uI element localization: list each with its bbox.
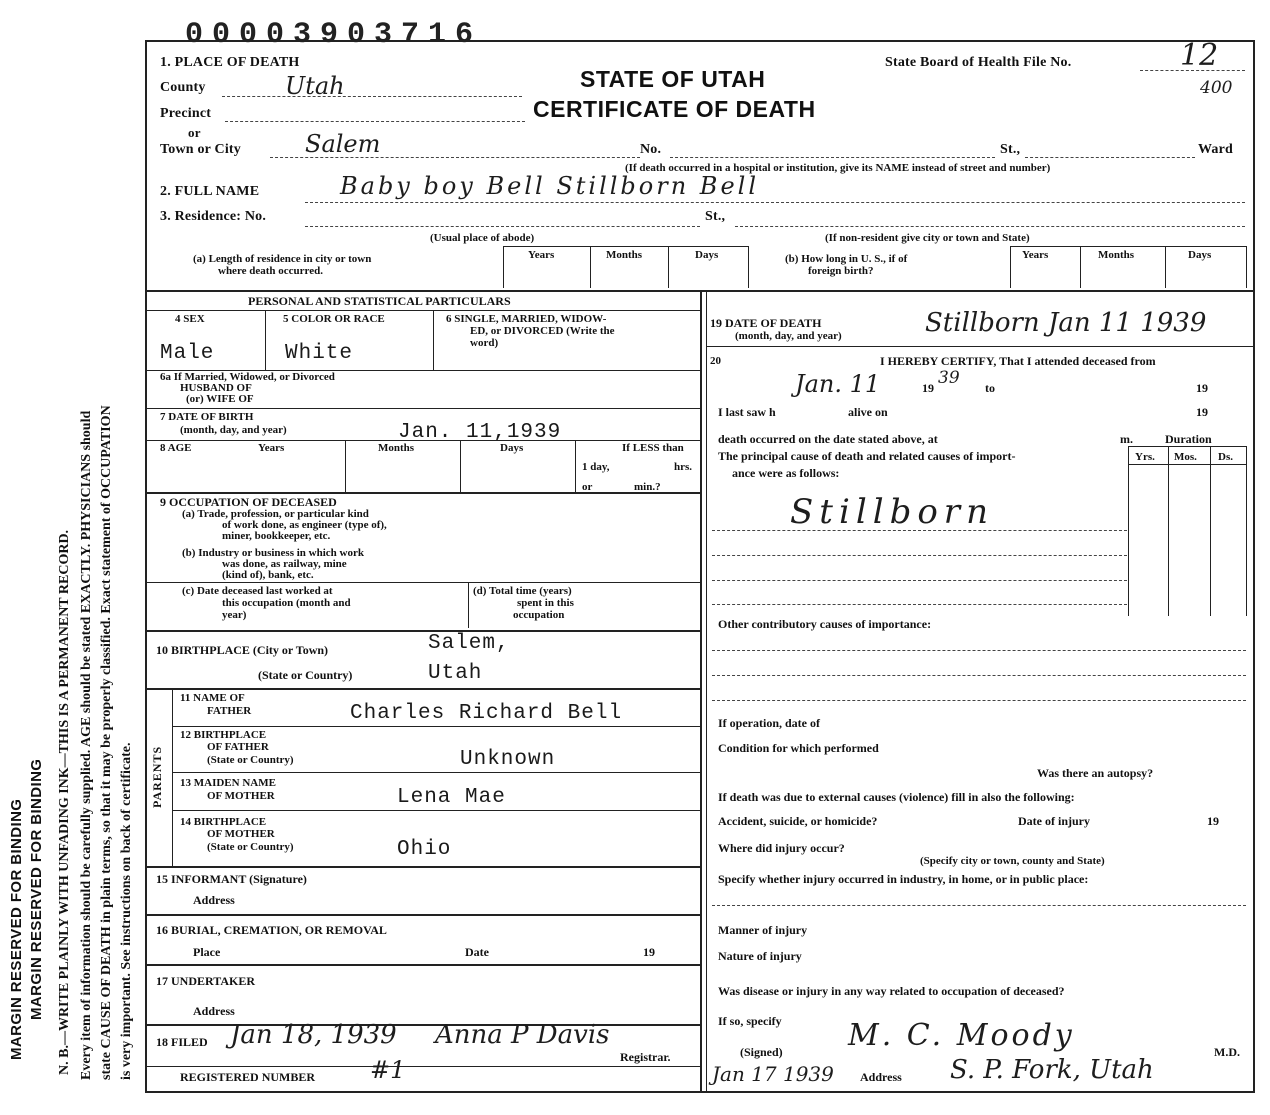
occ-a3: miner, bookkeeper, etc. [222,530,331,542]
last-saw-label: I last saw h [718,405,776,419]
signed-date: Jan 17 1939 [712,1062,834,1086]
other-causes-label: Other contributory causes of importance: [718,617,932,631]
birthplace-state: Utah [428,662,483,685]
cause-value: Stillborn [790,492,994,532]
informant-address-label: Address [193,893,235,907]
occ-b1: (b) Industry or business in which work [182,547,364,559]
length-label-2: where death occurred. [218,265,323,277]
res-days: Days [695,249,719,261]
burial-label: 16 BURIAL, CREMATION, OR REMOVAL [156,923,387,937]
manner-label: Manner of injury [718,923,808,937]
accident-label: Accident, suicide, or homicide? [718,814,878,828]
m-label: m. [1120,432,1133,446]
if-so-label: If so, specify [718,1014,782,1028]
age-months: Months [378,442,415,454]
cert-text: I HEREBY CERTIFY, That I attended deceased from [880,354,1156,368]
margin-reserved-1: MARGIN RESERVED FOR BINDING [8,798,25,1060]
ds-label: Ds. [1218,451,1233,463]
place-heading: 1. PLACE OF DEATH [160,55,300,70]
occurred-label: death occurred on the date stated above, at [718,432,938,446]
ward-label: Ward [1198,142,1234,157]
margin-note-4: is very important. See instructions on back of certificate. [119,742,134,1080]
specify-note: (Specify city or town, county and State) [920,855,1105,867]
nonres-note: (If non-resident give city or town and State) [825,232,1030,244]
mos-label: Mos. [1174,451,1197,463]
occ-d2: spent in this [517,597,574,609]
residence-label: 3. Residence: No. [160,209,267,224]
burial-19: 19 [643,945,655,959]
or-label: or [188,125,201,140]
file-label: State Board of Health File No. [885,55,1072,70]
undertaker-address-label: Address [193,1004,235,1018]
father-bp-2: OF FATHER [207,741,269,753]
left-border [145,40,147,1092]
burial-place-label: Place [193,945,221,959]
age-years: Years [258,442,285,454]
us-label-1: (b) How long in U. S., if of [785,253,908,265]
less-3: hrs. [674,461,693,473]
attended-from: Jan. 11 [795,370,881,398]
physician-signature: M. C. Moody [848,1018,1075,1053]
where-label: Where did injury occur? [718,841,845,855]
file-no: 12 [1180,38,1219,73]
full-name-value: Baby boy Bell Stillborn Bell [340,172,759,200]
dod-label-2: (month, day, and year) [735,330,842,342]
alive-19: 19 [1196,405,1208,419]
father-bp-3: (State or Country) [207,754,294,766]
dod-value: Stillborn Jan 11 1939 [925,308,1207,338]
mother-bp-1: 14 BIRTHPLACE [180,816,267,828]
res-months: Months [606,249,643,261]
county-label: County [160,80,206,95]
birthplace-label: 10 BIRTHPLACE (City or Town) [156,643,329,657]
marital-3: word) [470,337,499,349]
address-label: Address [860,1070,902,1084]
occ-b2: was done, as railway, mine [222,558,347,570]
margin-note-3: state CAUSE OF DEATH in plain terms, so that it may be properly classified. Exact statement of OCCUPATION [99,405,114,1080]
occ-c2: this occupation (month and [222,597,351,609]
spouse-2: HUSBAND OF [180,382,252,394]
serial-number: 00003903716 [185,18,483,52]
us-label-2: foreign birth? [808,265,874,277]
occ-b3: (kind of), bank, etc. [222,569,314,581]
usual-note: (Usual place of abode) [430,232,535,244]
occ-a2: of work done, as engineer (type of), [222,519,387,531]
principal-2: ance were as follows: [732,466,840,480]
sex-value: Male [160,342,215,365]
margin-reserved-2: MARGIN RESERVED FOR BINDING [28,758,45,1020]
to-label: to [985,381,995,395]
registrar-signature: Anna P Davis [435,1020,610,1050]
margin-note-1: N. B.—WRITE PLAINLY WITH UNFADING INK—THIS IS A PERMANENT RECORD. [57,529,72,1075]
signed-label: (Signed) [740,1045,783,1059]
registrar-label: Registrar. [620,1050,671,1064]
us-days: Days [1188,249,1212,261]
mother-bp-3: (State or Country) [207,841,294,853]
mother-bp-2: OF MOTHER [207,828,275,840]
occ-a1: (a) Trade, profession, or particular kind [182,508,369,520]
precinct-label: Precinct [160,106,212,121]
autopsy-label: Was there an autopsy? [1037,766,1154,780]
reg-number-value: #1 [370,1056,406,1084]
color-label: 5 COLOR OR RACE [283,313,385,325]
st-label: St., [1000,142,1021,157]
reg-number-label: REGISTERED NUMBER [180,1070,316,1084]
mother-name-1: 13 MAIDEN NAME [180,777,276,789]
us-years: Years [1022,249,1049,261]
to-19: 19 [1196,381,1208,395]
filed-date: Jan 18, 1939 [230,1020,397,1050]
personal-heading: PERSONAL AND STATISTICAL PARTICULARS [248,294,511,308]
operation-label: If operation, date of [718,716,820,730]
father-bp-1: 12 BIRTHPLACE [180,729,267,741]
county-value: Utah [285,72,345,100]
birthplace-state-label: (State or Country) [258,668,353,682]
dob-label-2: (month, day, and year) [180,424,287,436]
color-value: White [285,342,354,365]
spouse-3: (or) WIFE OF [186,393,254,405]
dob-label-1: 7 DATE OF BIRTH [160,411,254,423]
parents-label: PARENTS [150,745,164,808]
external-label: If death was due to external causes (violence) fill in also the following: [718,790,1075,804]
sex-label: 4 SEX [175,313,205,325]
attended-19: 19 [922,381,934,395]
marital-1: 6 SINGLE, MARRIED, WIDOW- [446,313,607,325]
hospital-note: (If death occurred in a hospital or institution, give its NAME instead of street and number) [625,162,1051,174]
dod-label-1: 19 DATE OF DEATH [710,316,822,330]
less-2: 1 day, [582,461,610,473]
us-months: Months [1098,249,1135,261]
age-label: 8 AGE [160,442,192,454]
occ-d3: occupation [513,609,565,621]
full-name-label: 2. FULL NAME [160,184,260,199]
principal-1: The principal cause of death and related causes of import- [718,449,1016,463]
mother-name-2: OF MOTHER [207,790,275,802]
less-1: If LESS than [622,442,684,454]
address-value: S. P. Fork, Utah [950,1055,1154,1085]
length-label-1: (a) Length of residence in city or town [193,253,372,265]
res-years: Years [528,249,555,261]
md-label: M.D. [1214,1045,1240,1059]
spouse-1: 6a If Married, Widowed, or Divorced [160,371,335,383]
alive-on-label: alive on [848,405,888,419]
marital-2: ED, or DIVORCED (Write the [470,325,615,337]
informant-label: 15 INFORMANT (Signature) [156,872,307,886]
title-certificate: CERTIFICATE OF DEATH [533,96,816,122]
injury-date-label: Date of injury [1018,814,1090,828]
age-days: Days [500,442,524,454]
dob-value: Jan. 11,1939 [398,421,562,444]
injury-19: 19 [1207,814,1219,828]
father-name-1: 11 NAME OF [180,692,245,704]
residence-st-label: St., [705,209,726,224]
margin-note-2: Every item of information should be carefully supplied. AGE should be stated EXACTLY. PHYSICIANS should [79,410,94,1080]
town-value: Salem [305,130,381,158]
less-5: min.? [634,481,661,493]
occ-related-label: Was disease or injury in any way related to occupation of deceased? [718,984,1065,998]
cert-num: 20 [710,355,721,367]
father-bp-value: Unknown [460,748,556,771]
father-name-2: FATHER [207,705,252,717]
title-state: STATE OF UTAH [580,66,766,92]
attended-year: 39 [938,368,960,388]
undertaker-label: 17 UNDERTAKER [156,974,256,988]
town-label: Town or City [160,142,241,157]
file-sub: 400 [1200,78,1233,98]
occ-heading: 9 OCCUPATION OF DECEASED [160,495,337,509]
nature-label: Nature of injury [718,949,802,963]
father-value: Charles Richard Bell [350,702,623,725]
no-label: No. [640,142,662,157]
yrs-label: Yrs. [1135,451,1155,463]
occ-d1: (d) Total time (years) [473,585,572,597]
right-border [1253,40,1255,1092]
duration-label: Duration [1165,432,1212,446]
specify-label: Specify whether injury occurred in industry, in home, or in public place: [718,872,1089,886]
mother-bp-value: Ohio [397,838,452,861]
less-4: or [582,481,593,493]
filed-label: 18 FILED [156,1035,208,1049]
birthplace-city: Salem, [428,632,510,655]
occ-c1: (c) Date deceased last worked at [182,585,333,597]
mother-value: Lena Mae [397,786,506,809]
burial-date-label: Date [465,945,489,959]
condition-label: Condition for which performed [718,741,879,755]
occ-c3: year) [222,609,247,621]
